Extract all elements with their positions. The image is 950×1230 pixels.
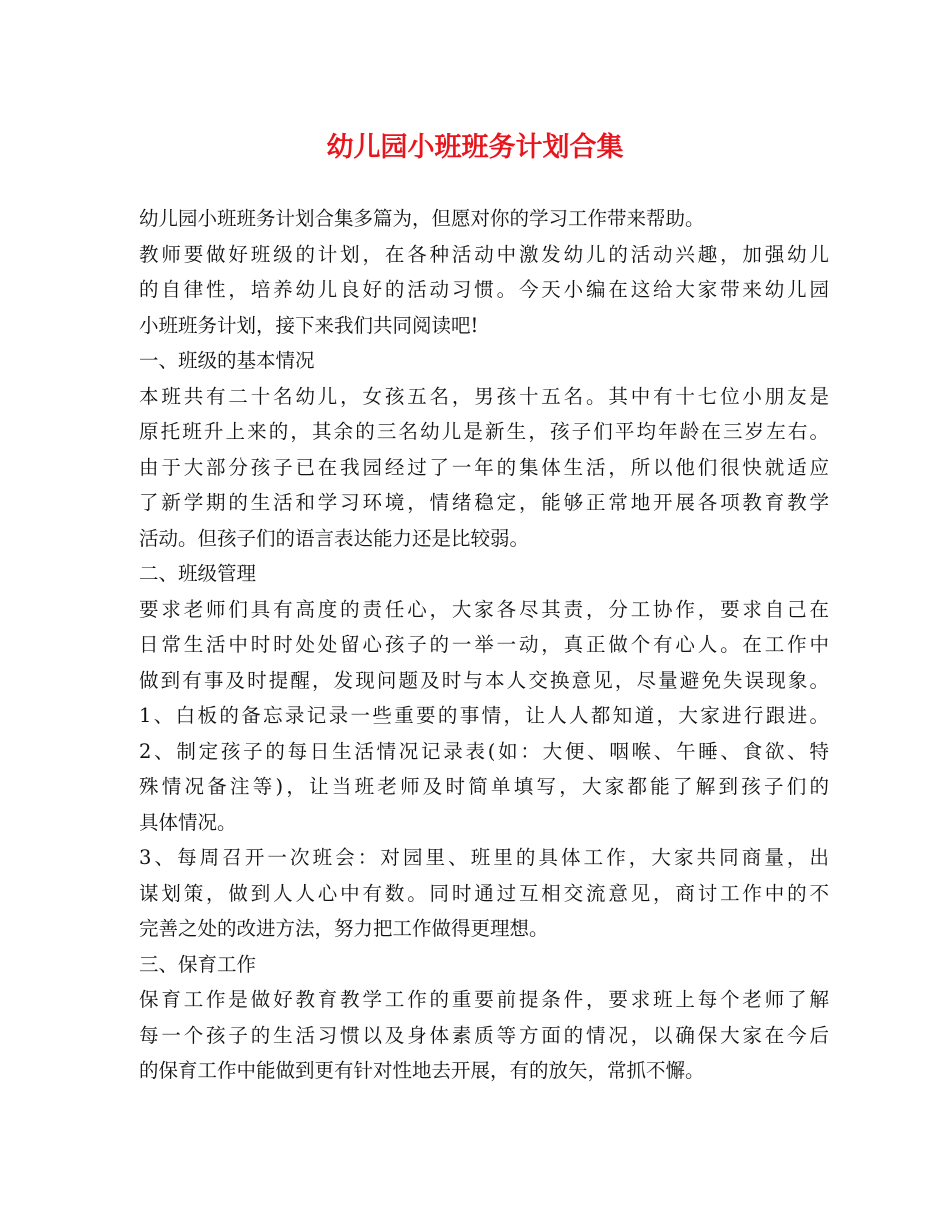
paragraph-line: 要求老师们具有高度的责任心，大家各尽其责，分工协作，要求自己在 [139, 597, 829, 621]
paragraph-line: 具体情况。 [139, 810, 237, 834]
paragraph-line: 由于大部分孩子已在我园经过了一年的集体生活，所以他们很快就适应 [139, 455, 829, 479]
paragraph-line: 幼儿园小班班务计划合集多篇为，但愿对你的学习工作带来帮助。 [139, 207, 705, 230]
paragraph-line: 的自律性，培养幼儿良好的活动习惯。今天小编在这给大家带来幼儿园 [139, 278, 829, 301]
paragraph-line: 本班共有二十名幼儿，女孩五名，男孩十五名。其中有十七位小朋友是 [139, 384, 829, 408]
document-body [139, 201, 829, 1089]
paragraph-line: 做到有事及时提醒，发现问题及时与本人交换意见，尽量避免失误现象。 [139, 668, 829, 692]
paragraph-line: 谋划策，做到人人心中有数。同时通过互相交流意见，商讨工作中的不 [139, 881, 829, 905]
paragraph-line: 保育工作是做好教育教学工作的重要前提条件，要求班上每个老师了解 [139, 988, 829, 1011]
paragraph-line: 教师要做好班级的计划，在各种活动中激发幼儿的活动兴趣，加强幼儿 [139, 242, 829, 266]
paragraph-line: 小班班务计划，接下来我们共同阅读吧! [139, 313, 479, 337]
document-title: 幼儿园小班班务计划合集 [326, 132, 624, 163]
paragraph-line: 活动。但孩子们的语言表达能力还是比较弱。 [139, 526, 530, 550]
paragraph-line: 原托班升上来的，其余的三名幼儿是新生，孩子们平均年龄在三岁左右。 [139, 420, 829, 443]
paragraph-line: 完善之处的改进方法，努力把工作做得更理想。 [139, 917, 549, 940]
section-heading: 二、班级管理 [139, 562, 257, 585]
section-heading: 三、保育工作 [139, 952, 257, 976]
paragraph-line: 1、白板的备忘录记录一些重要的事情，让人人都知道，大家进行跟进。 [139, 704, 829, 727]
paragraph-line: 了新学期的生活和学习环境，情绪稳定，能够正常地开展各项教育教学 [139, 491, 829, 514]
paragraph-line: 的保育工作中能做到更有针对性地去开展，有的放矢，常抓不懈。 [139, 1059, 705, 1082]
paragraph-line: 每一个孩子的生活习惯以及身体素质等方面的情况，以确保大家在今后 [139, 1023, 829, 1047]
paragraph-line: 殊情况备注等)，让当班老师及时简单填写，大家都能了解到孩子们的 [139, 775, 829, 798]
paragraph-line: 3、每周召开一次班会：对园里、班里的具体工作，大家共同商量，出 [139, 846, 829, 869]
paragraph-line: 日常生活中时时处处留心孩子的一举一动，真正做个有心人。在工作中 [139, 633, 829, 656]
paragraph-line: 2、制定孩子的每日生活情况记录表(如：大便、咽喉、午睡、食欲、特 [139, 739, 829, 763]
section-heading: 一、班级的基本情况 [139, 349, 315, 372]
